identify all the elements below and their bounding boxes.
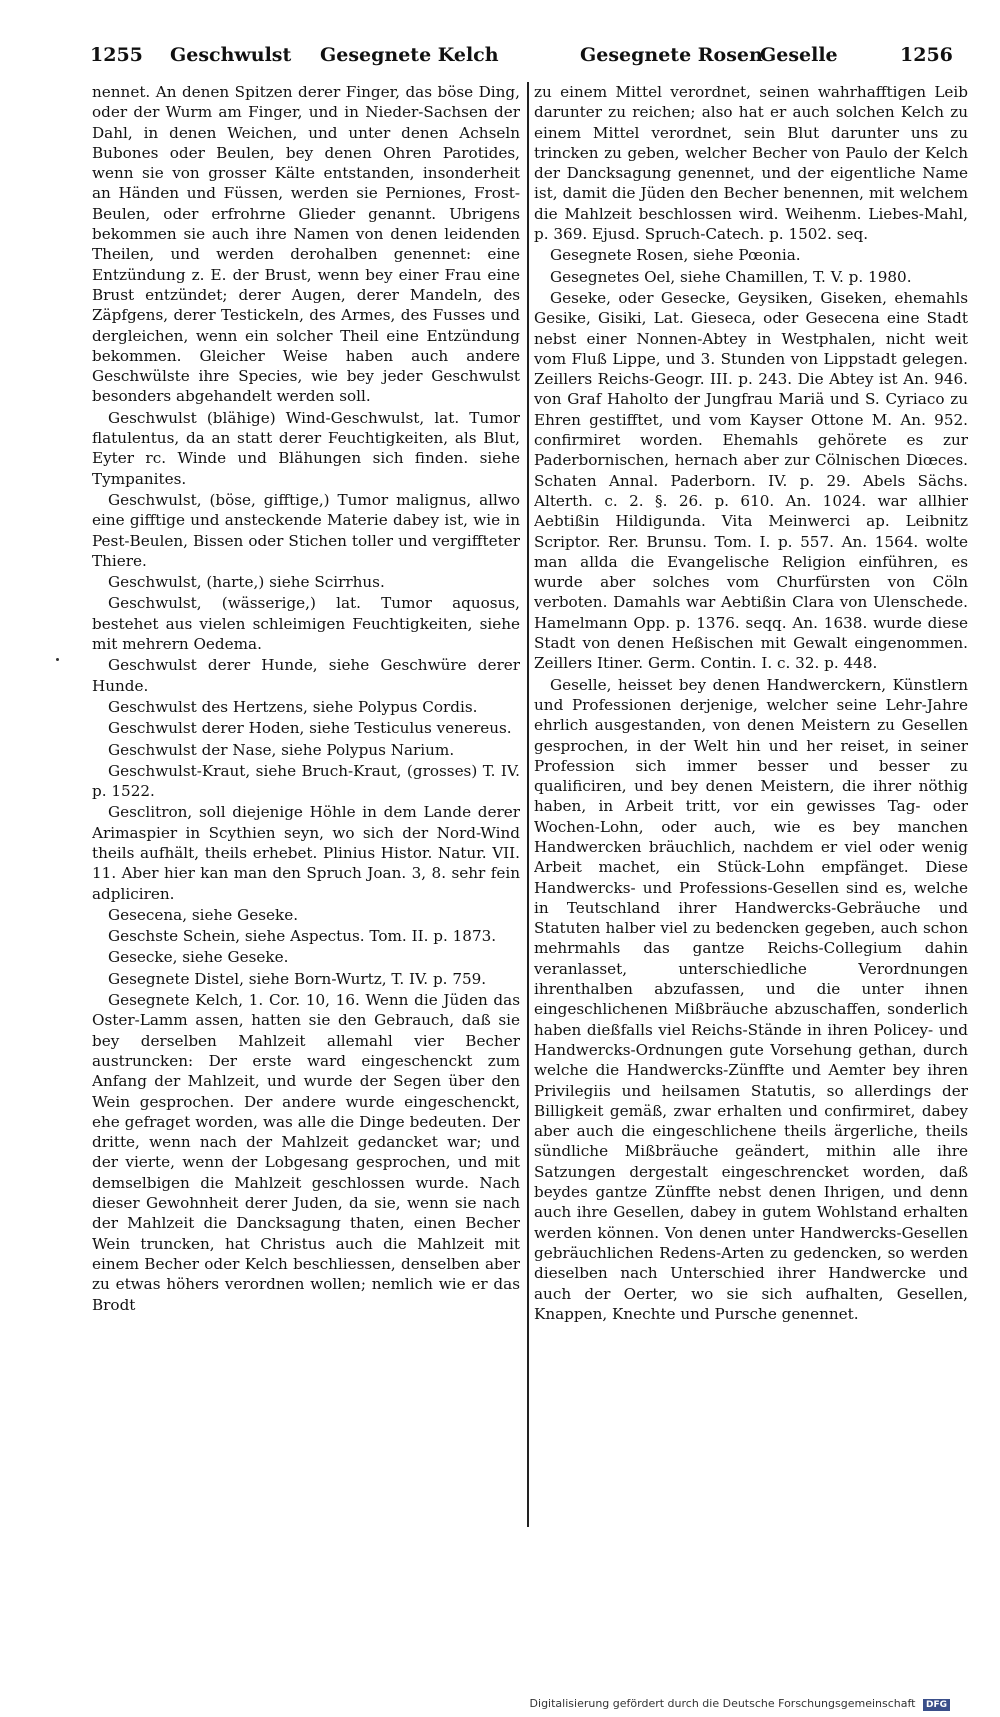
left-column: [92, 82, 520, 1532]
paragraph: Geschwulst des Hertzens, siehe Polypus Cordis.: [108, 697, 478, 716]
header-keyword-left-1: Geschwulst: [170, 44, 292, 66]
header-keyword-left-2: Gesegnete Kelch: [320, 44, 499, 66]
page-number-right: 1256: [900, 44, 953, 66]
paragraph: Gesecke, siehe Geseke.: [108, 948, 289, 967]
paragraph: Geschwulst derer Hoden, siehe Testiculus venereus.: [108, 719, 512, 738]
paragraph: Geschste Schein, siehe Aspectus. Tom. II. p. 1873.: [108, 927, 497, 946]
paragraph: nennet. An denen Spitzen derer Finger, das böse Ding, oder der Wurm am Finger, und in Nieder-Sachsen der Dahl, in denen Weichen, und unter denen Achseln Bubones oder Beulen, bey denen Ohren Parotides, wenn sie von grosser Kälte entstanden, insonderheit an Händen und Füssen, werden sie Perniones, Frost-Beulen, oder erfrohrne Glieder genannt. Ubrigens bekommen sie auch ihre Namen von denen leidenden Theilen, und werden derohalben genennet: eine Entzündung z. E. der Brust, wenn bey einer Frau eine Brust entzündet; derer Augen, derer Mandeln, des Zäpfgens, derer Testickeln, des Armes, des Fusses und dergleichen, wenn ein solcher Theil eine Entzündung bekommen. Gleicher Weise haben auch andere Geschwülste ihre Species, wie bey jeder Geschwulst besonders abgehandelt werden soll.: [92, 83, 520, 406]
header-keyword-right-2: Geselle: [760, 44, 838, 66]
paragraph: Geschwulst derer Hunde, siehe Geschwüre derer Hunde.: [92, 656, 520, 695]
paragraph: Gesegnete Kelch, 1. Cor. 10, 16. Wenn die Jüden das Oster-Lamm assen, hatten sie den Gebrauch, daß sie bey derselben Mahlzeit allemahl vier Becher austruncken: Der erste ward eingeschenckt zum Anfang der Mahlzeit, und wurde der Segen über den Wein gesprochen. Der andere wurde eingeschenckt, ehe gefraget worden, was alle die Dinge bedeuten. Der dritte, wenn nach der Mahlzeit gedancket war; und der vierte, wenn der Lobgesang gesprochen, und mit demselbigen die Mahlzeit geschlossen wurde. Nach dieser Gewohnheit derer Juden, da sie, wenn sie nach der Mahlzeit die Dancksagung thaten, einen Becher Wein truncken, hat Christus auch die Mahlzeit mit einem Becher oder Kelch beschliessen, denselben aber zu etwas höhers verordnen wollen; nemlich wie er das Brodt: [92, 991, 520, 1314]
paragraph: Geschwulst, (harte,) siehe Scirrhus.: [108, 573, 385, 592]
paragraph: Geschwulst der Nase, siehe Polypus Narium.: [108, 740, 455, 759]
paragraph: Gesegnetes Oel, siehe Chamillen, T. V. p. 1980.: [550, 267, 912, 286]
digitization-credit: [530, 1697, 950, 1711]
running-header: [90, 44, 970, 78]
paragraph: Gesclitron, soll diejenige Höhle in dem Lande derer Arimaspier in Scythien seyn, wo sich der Nord-Wind theils aufhält, theils erhebet. Plinius Histor. Natur. VII. 11. Aber hier kan man den Spruch Joan. 3, 8. sehr fein adpliciren.: [92, 803, 520, 903]
page-number-left: 1255: [90, 44, 143, 66]
paragraph: zu einem Mittel verordnet, seinen wahrhafftigen Leib darunter zu reichen; also hat er auch solchen Kelch zu einem Mittel verordnet, sein Blut darunter uns zu trincken zu geben, welcher Becher von Paulo der Kelch der Dancksagung genennet, und der eigentliche Name ist, damit die Jüden den Becher benennen, mit welchem die Mahlzeit beschlossen wird. Weihenm. Liebes-Mahl, p. 369. Ejusd. Spruch-Catech. p. 1502. seq.: [534, 83, 968, 244]
margin-mark: [56, 658, 59, 661]
header-keyword-right-1: Gesegnete Rosen: [580, 44, 763, 66]
paragraph: Geschwulst-Kraut, siehe Bruch-Kraut, (grosses) T. IV. p. 1522.: [92, 761, 520, 801]
paragraph: Gesecena, siehe Geseke.: [108, 905, 299, 924]
paragraph: Gesegnete Distel, siehe Born-Wurtz, T. IV. p. 759.: [108, 969, 487, 988]
credit-text: Digitalisierung gefördert durch die Deutsche Forschungsgemeinschaft: [529, 1697, 916, 1710]
paragraph: Geselle, heisset bey denen Handwerckern, Künstlern und Professionen derjenige, welcher seine Lehr-Jahre ehrlich ausgestanden, von denen Meistern zu Gesellen gesprochen, in der Welt hin und her reiset, in seiner Profession sich immer besser und besser zu qualificiren, und bey denen Meistern, die ihrer nöthig haben, in Arbeit tritt, vor ein gewisses Tag- oder Wochen-Lohn, oder auch, wie es bey manchen Handwercken bräuchlich, nachdem er viel oder wenig Arbeit machet, ein Stück-Lohn empfänget. Diese Handwercks- und Professions-Gesellen sind es, welche in Teutschland ihrer Handwercks-Gebräuche und Statuten halber viel zu bedencken gegeben, auch schon mehrmahls das gantze Reichs-Collegium dahin veranlasset, unterschiedliche Verordnungen ihrenthalben abzufassen, und die unter ihnen eingeschlichenen Mißbräuche abzuschaffen, sonderlich haben dießfalls viel Reichs-Stände in ihren Policey- und Handwercks-Ordnungen gute Vorsehung gethan, durch welche die Handwercks-Zünffte und Aemter bey ihren Privilegiis und heilsamen Statutis, so allerdings der Billigkeit gemäß, zwar erhalten und confirmiret, dabey aber auch die eingeschlichene theils ärgerliche, theils sündliche Mißbräuche geändert, mithin alle ihre Satzungen dergestalt eingeschrencket worden, daß beydes gantze Zünffte nebst denen Ihrigen, und denn auch ihre Gesellen, dabey in gutem Wohlstand erhalten werden können. Von denen unter Handwercks-Gesellen gebräuchlichen Redens-Arten zu gedencken, so werden dieselben nach Unterschied ihrer Handwercke und auch der Oerter, wo sie sich aufhalten, Gesellen, Knappen, Knechte und Pursche genennet.: [534, 675, 968, 1323]
paragraph: Geschwulst, (wässerige,) lat. Tumor aquosus, bestehet aus vielen schleimigen Feuchtigkeiten, siehe mit mehrern Oedema.: [92, 594, 520, 654]
paragraph: Geschwulst, (böse, gifftige,) Tumor malignus, allwo eine gifftige und ansteckende Materie dabey ist, wie in Pest-Beulen, Bissen oder Stichen toller und vergiffteter Thiere.: [92, 490, 520, 570]
column-divider: [527, 82, 529, 1527]
dfg-logo: DFG: [923, 1699, 950, 1711]
paragraph: Geseke, oder Gesecke, Geysiken, Giseken, ehemahls Gesike, Gisiki, Lat. Gieseca, oder Gesecena eine Stadt nebst einer Nonnen-Abtey in Westphalen, nicht weit vom Fluß Lippe, und 3. Stunden von Lippstadt gelegen. Zeillers Reichs-Geogr. III. p. 243. Die Abtey ist An. 946. von Graf Haholto der Jungfrau Mariä und S. Cyriaco zu Ehren gestifftet, und vom Kayser Ottone M. An. 952. confirmiret worden. Ehemahls gehörete es zur Paderbornischen, hernach aber zur Cölnischen Diœces. Schaten Annal. Paderborn. IV. p. 29. Abels Sächs. Alterth. c. 2. §. 26. p. 610. An. 1024. war allhier Aebtißin Hildigunda. Vita Meinwerci ap. Leibnitz Scriptor. Rer. Brunsu. Tom. I. p. 557. An. 1564. wolte man allda die Evangelische Religion einführen, es wurde aber solches vom Churfürsten von Cöln verboten. Damahls war Aebtißin Clara von Ulenschede. Hamelmann Opp. p. 1376. seqq. An. 1638. wurde diese Stadt von denen Heßischen mit Gewalt eingenommen. Zeillers Itiner. Germ. Contin. I. c. 32. p. 448.: [534, 288, 968, 673]
right-column: [534, 82, 968, 1532]
paragraph: Gesegnete Rosen, siehe Pœonia.: [550, 246, 801, 265]
paragraph: Geschwulst (blähige) Wind-Geschwulst, lat. Tumor flatulentus, da an statt derer Feuchtigkeiten, als Blut, Eyter rc. Winde und Blähungen sich finden. siehe Tympanites.: [92, 408, 520, 488]
